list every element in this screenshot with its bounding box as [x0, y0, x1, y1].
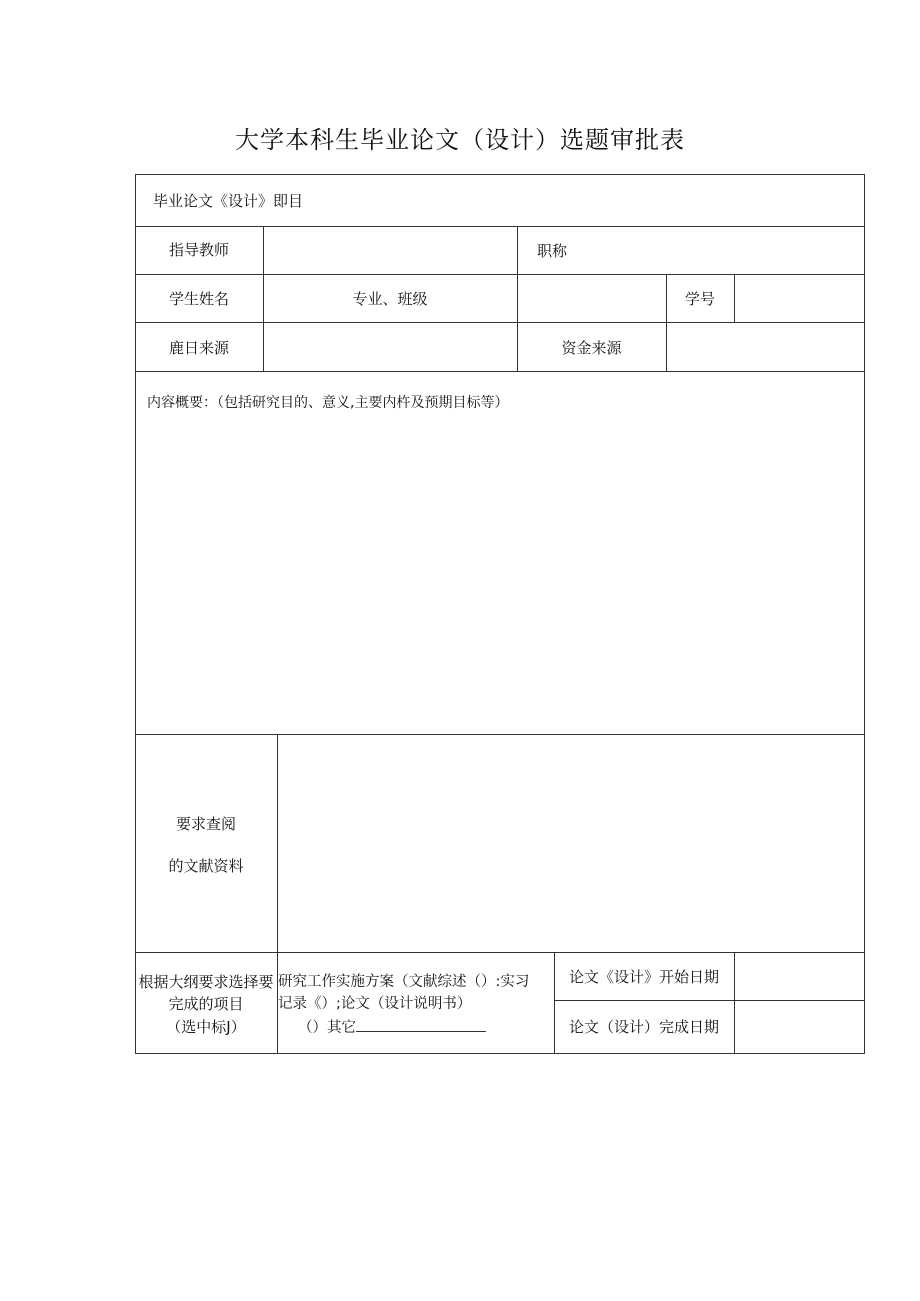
- items-other-row: [298, 1017, 486, 1038]
- major-class-field[interactable]: [518, 275, 665, 322]
- advisor-field[interactable]: [264, 227, 516, 274]
- funding-source-field[interactable]: [667, 323, 864, 371]
- topic-source-label: 鹿日来源: [168, 339, 229, 357]
- student-id-label: 学号: [684, 290, 715, 308]
- table-border-bottom: [135, 1053, 865, 1054]
- row-divider: [135, 371, 865, 372]
- references-label-line2: 的文献资料: [168, 857, 244, 875]
- items-text-line3: （）其它: [298, 1020, 356, 1036]
- items-label-line3: （选中标J）: [166, 1018, 246, 1036]
- other-blank-field[interactable]: [356, 1017, 486, 1032]
- items-label-line1: 根据大纲要求选择要: [138, 973, 274, 991]
- major-class-label: 专业、班级: [352, 290, 428, 308]
- finish-date-field[interactable]: [735, 1001, 864, 1053]
- items-text-line1: 研究工作实施方案（文献综述（）:实习: [278, 974, 530, 990]
- start-date-label: 论文《设计》开始日期: [568, 968, 719, 986]
- summary-label: 内容概要：（包括研究目的、意义,主要内杵及预期目标等）: [147, 395, 509, 411]
- table-border-right: [864, 174, 865, 1054]
- table-border-top: [135, 174, 865, 175]
- advisor-label: 指导教师: [168, 241, 229, 259]
- title-rank-field[interactable]: [595, 227, 863, 274]
- approval-form-table: [135, 174, 865, 1054]
- topic-source-field[interactable]: [264, 323, 516, 371]
- references-field[interactable]: [278, 735, 864, 952]
- topic-label: 毕业论文《设计》即目: [153, 192, 304, 210]
- items-text-line2: 记录《）;论文（设计说明书）: [278, 996, 472, 1012]
- title-rank-label: 职称: [537, 242, 568, 260]
- student-id-field[interactable]: [735, 275, 864, 322]
- summary-field[interactable]: [136, 419, 864, 733]
- finish-date-label: 论文（设计）完成日期: [568, 1018, 719, 1036]
- student-name-label: 学生姓名: [168, 290, 229, 308]
- funding-source-label: 资金来源: [561, 339, 622, 357]
- references-label-line1: 要求查阅: [175, 815, 236, 833]
- page-title: 大学本科生毕业论文（设计）选题审批表: [235, 126, 685, 154]
- start-date-field[interactable]: [735, 953, 864, 1000]
- items-label-line2: 完成的项目: [168, 995, 244, 1013]
